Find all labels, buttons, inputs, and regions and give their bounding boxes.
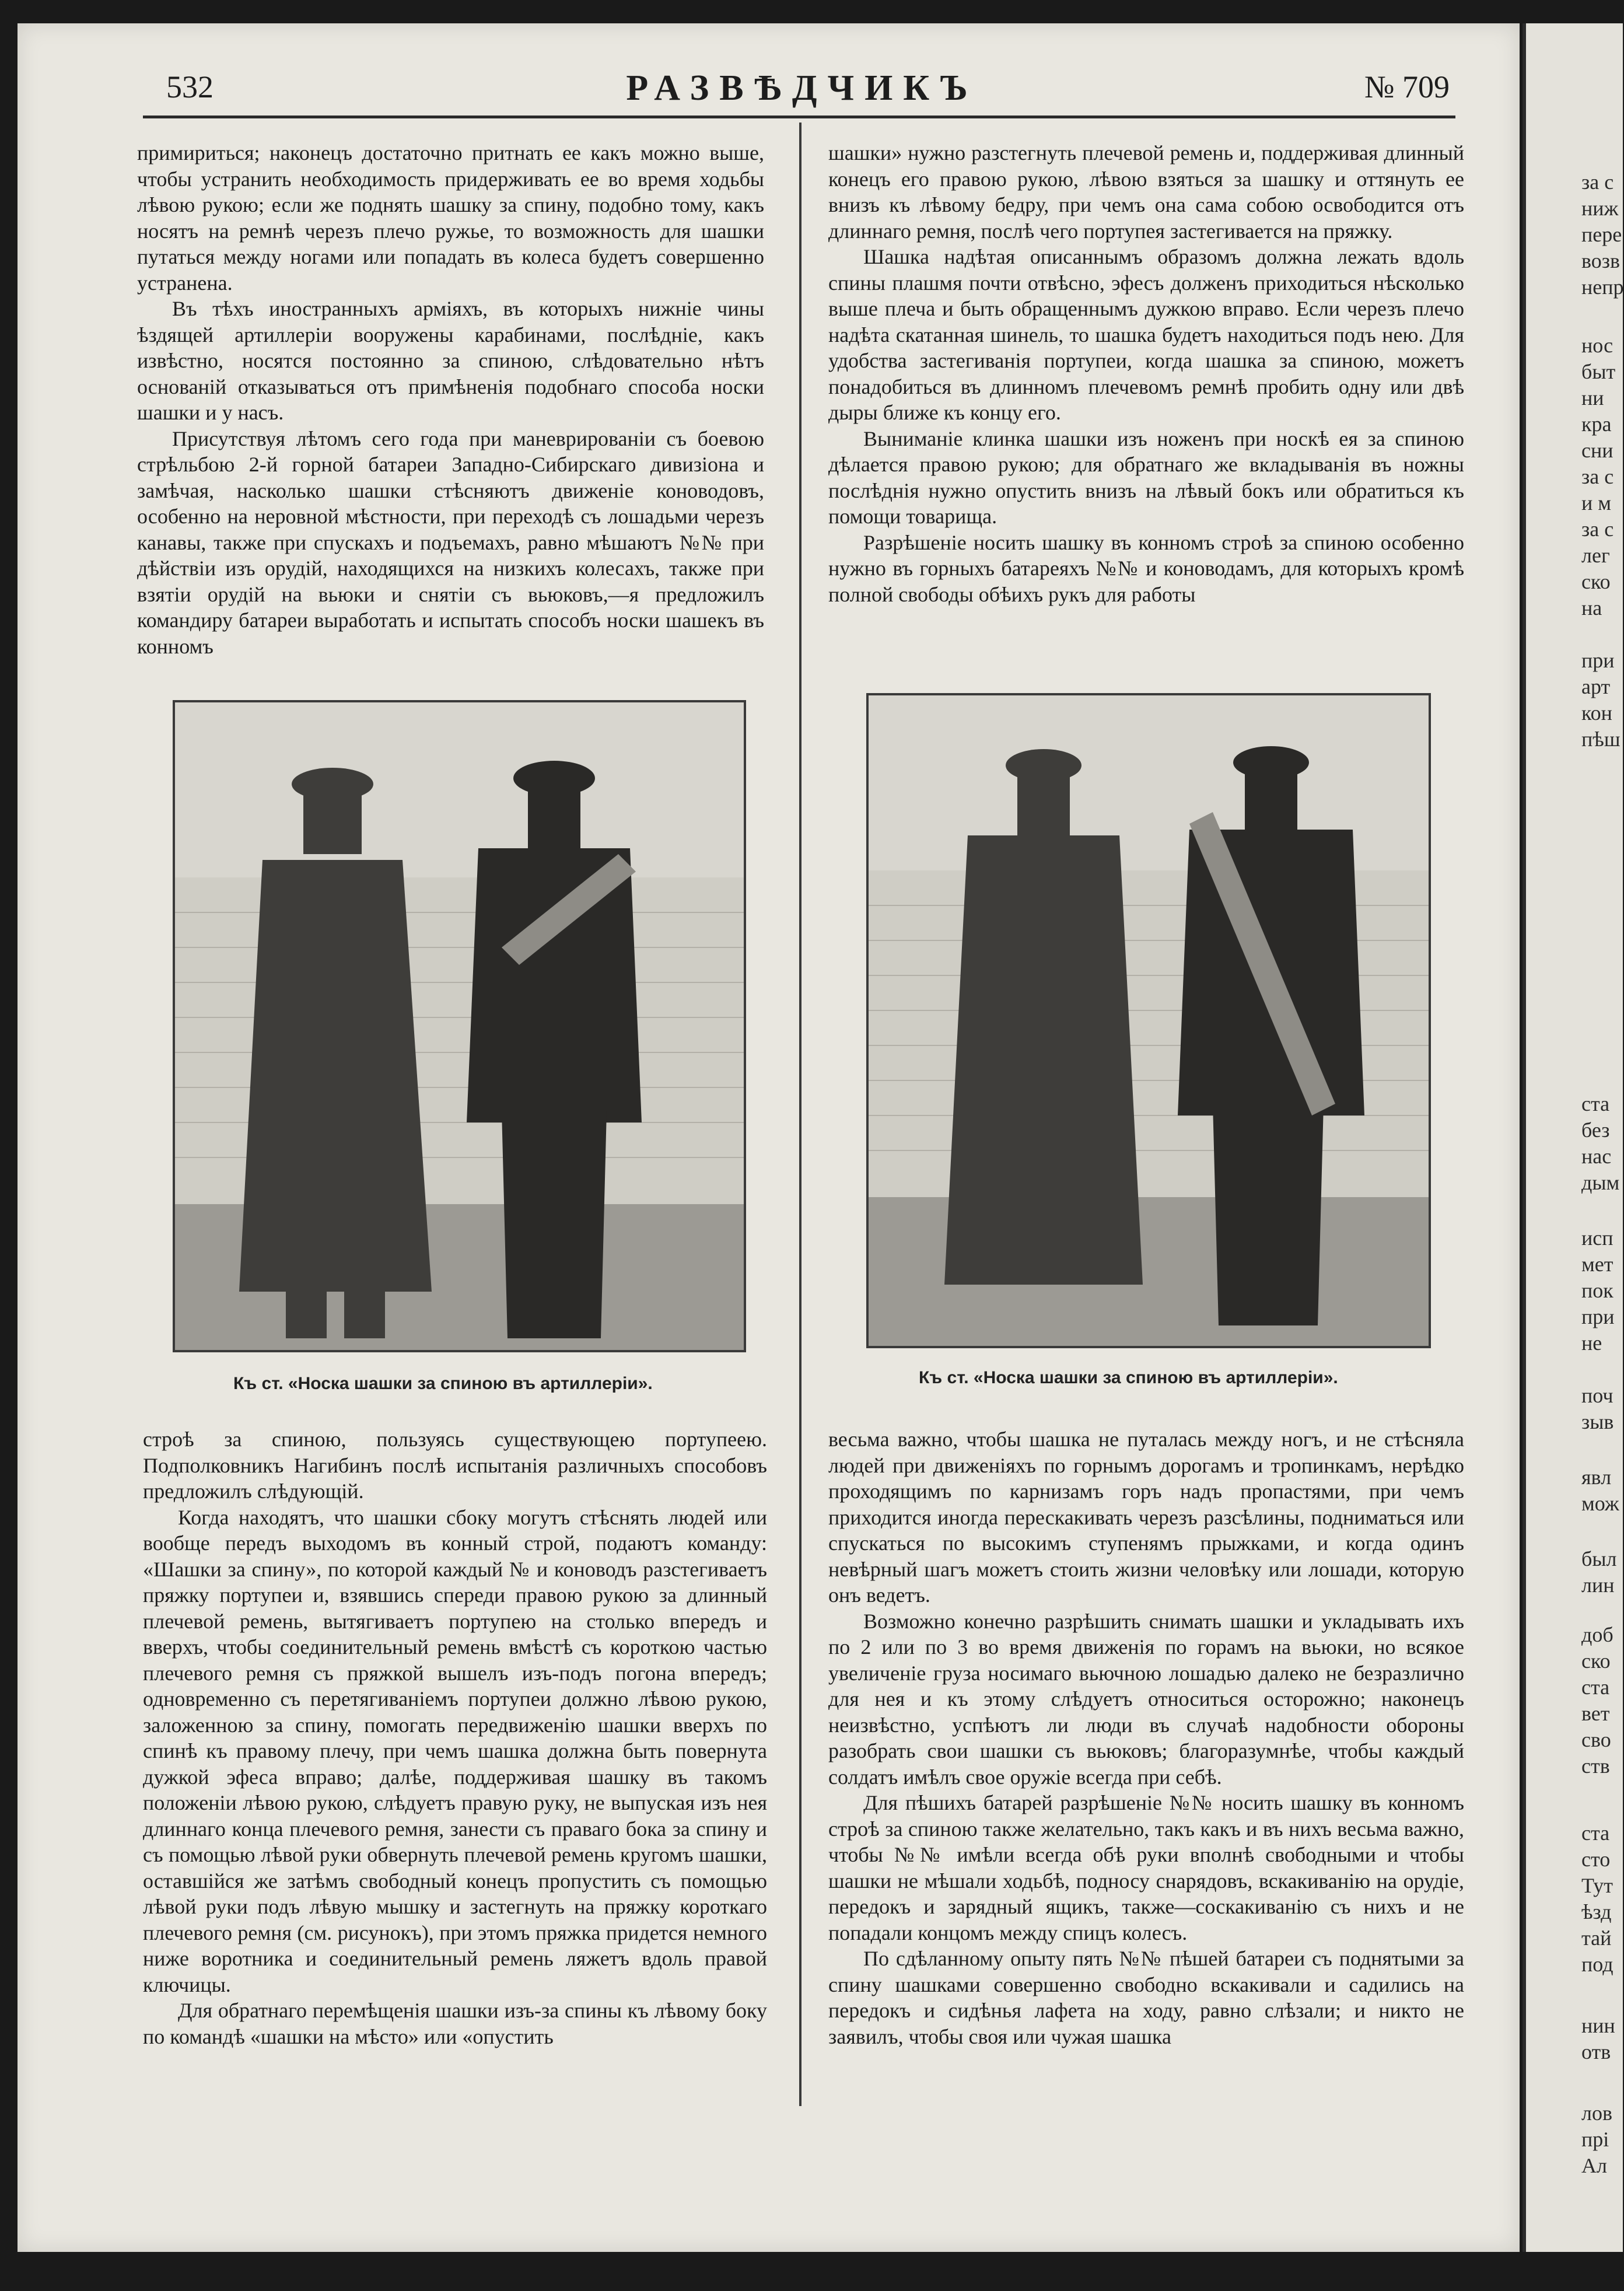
adjacent-page-fragment: пѣш xyxy=(1581,727,1620,751)
adjacent-page-fragment: лег xyxy=(1581,544,1610,567)
paragraph: По сдѣланному опыту пять №№ пѣшей батареи съ поднятыми за спину шашками совершенно свободно вскакивали и садились на передокъ и сидѣнья лафета на ходу, равно слѣзали; и никто не заявилъ, чтобы своя или чужая шашка xyxy=(828,1947,1464,2048)
adjacent-page-fragment: сво xyxy=(1581,1728,1611,1751)
adjacent-page-fragment: пок xyxy=(1581,1279,1614,1302)
paragraph: примириться; наконецъ достаточно притнать ее какъ можно выше, чтобы устранить необходимость придерживать ее во время ходьбы лѣвою рукою; если же поднять шашку за спину, подобно тому, какъ носятъ на ремнѣ черезъ плечо ружье, то возможность для шашки путаться между ногами или попадать въ колеса будетъ совершенно устранена. xyxy=(137,141,764,295)
adjacent-page-fragment: нос xyxy=(1581,334,1614,357)
adjacent-page-fragment: дым xyxy=(1581,1171,1620,1194)
adjacent-page-fragment: ниж xyxy=(1581,197,1619,220)
adjacent-page-fragment: явл xyxy=(1581,1465,1612,1489)
adjacent-page-fragment: и м xyxy=(1581,491,1612,515)
adjacent-page-fragment: за с xyxy=(1581,517,1614,541)
figure-caption-left: Къ ст. «Носка шашки за спиною въ артиллеріи». xyxy=(233,1374,653,1393)
paragraph: весьма важно, чтобы шашка не путалась между ногъ, и не стѣсняла людей при движеніяхъ по горнымъ дорогамъ и тропинкамъ, нерѣдко проходящимъ по карнизамъ горъ надъ пропастями, при чемъ приходится иногда перескакивать черезъ разсѣлины, подниматься или спускаться по высокимъ ступенямъ прыжками, и когда одинъ невѣрный шагъ можетъ стоить жизни человѣку или лошади, которую онъ ведетъ. xyxy=(828,1428,1464,1607)
paragraph: Шашка надѣтая описаннымъ образомъ должна лежать вдоль спины плашмя почти отвѣсно, эфесъ долженъ приходиться нѣсколько выше плеча и быть обращеннымъ дужкою вправо. Если черезъ плечо надѣта скатанная шинель, то шашка будетъ находиться подъ нею. Для удобства застегиванія портупеи, когда шашка за спиною, можетъ понадобиться въ длинномъ плечевомъ ремнѣ пробить одну или двѣ дыры ближе къ концу его. xyxy=(828,245,1464,424)
adjacent-page-fragment: под xyxy=(1581,1953,1614,1976)
paragraph: Когда находятъ, что шашки сбоку могутъ стѣснять людей или вообще передъ выходомъ въ конный строй, подаютъ команду: «Шашки за спину», по которой каждый № и коноводъ разстегиваетъ пряжку портупеи и, взявшись спереди правою рукою за длинный плечевой ремень, вытягиваетъ портупею на столько впередъ и вверхъ, чтобы соединительный ремень вмѣстѣ съ короткою частью плечевого ремня съ пряжкой вышелъ изъ-подъ погона впередъ; одновременно съ перетягиваніемъ портупеи должно лѣвою рукою, заложенною за спину, помогать передвиженію шашки вверхъ по спинѣ къ правому плечу, при чемъ шашка должна быть повернута дужкой эфеса вправо; далѣе, поддерживая шашку въ такомъ положеніи лѣвою рукою, слѣдуетъ правую руку, не выпуская изъ нея длиннаго конца плечевого ремня, занести съ праваго бока за спину и съ помощью лѣвой руки обвернуть плечевой ремень кругомъ шашки, оставшійся же затѣмъ свободный конецъ пропустить съ помощью лѣвой руки подъ лѣвую мышку и застегнуть на пряжку короткаго плечевого ремня (см. рисунокъ), при этомъ пряжка придется немного ниже воротника и соединительный ремень ляжетъ вдоль правой ключицы. xyxy=(143,1505,767,1996)
adjacent-page-fragment: арт xyxy=(1581,675,1611,698)
adjacent-page-fragment: мож xyxy=(1581,1492,1619,1515)
photo-soldiers-front xyxy=(173,700,746,1352)
adjacent-page-edge xyxy=(1522,23,1623,2252)
adjacent-page-fragment: Тут xyxy=(1581,1874,1613,1897)
adjacent-page-fragment: возв xyxy=(1581,249,1620,272)
left-column-top xyxy=(137,140,764,659)
paragraph: Выниманіе клинка шашки изъ ноженъ при носкѣ ея за спиною дѣлается правою рукою; для обратнаго же вкладыванія въ ножны послѣднія нужно опустить внизъ на лѣвый бокъ или обратиться къ помощи товарища. xyxy=(828,426,1464,528)
adjacent-page-fragment: доб xyxy=(1581,1623,1614,1646)
adjacent-page-fragment: тай xyxy=(1581,1926,1612,1950)
adjacent-page-fragment: прі xyxy=(1581,2128,1609,2151)
adjacent-page-fragment: зыв xyxy=(1581,1410,1614,1433)
adjacent-page-fragment: сни xyxy=(1581,439,1614,462)
adjacent-page-fragment: отв xyxy=(1581,2040,1611,2063)
adjacent-page-fragment: Ал xyxy=(1581,2154,1607,2177)
right-column-top xyxy=(828,140,1464,607)
adjacent-page-fragment: ско xyxy=(1581,570,1611,593)
adjacent-page-fragment: кра xyxy=(1581,412,1612,436)
adjacent-page-fragment: нас xyxy=(1581,1145,1612,1168)
adjacent-page-fragment: ста xyxy=(1581,1092,1610,1115)
paragraph: Разрѣшеніе носить шашку въ конномъ строѣ за спиною особенно нужно въ горныхъ батареяхъ №№ и коноводамъ, для которыхъ кромѣ полной свободы обѣихъ рукъ для работы xyxy=(828,530,1464,606)
paragraph: Присутствуя лѣтомъ сего года при маневрированіи съ боевою стрѣльбою 2-й горной батареи Западно-Сибирскаго дивизіона и замѣчая, насколько шашки стѣсняютъ движеніе коноводовъ, особенно на неровной мѣстности, при переходѣ съ лошадьми черезъ канавы, также при спускахъ и подъемахъ, равно мѣшаютъ №№ при дѣйствіи изъ орудій, находящихся на низкихъ колесахъ, также при взятіи орудій на вьюки и снятіи съ вьюковъ,—я предложилъ командиру батареи выработать и испытать способъ носки шашекъ въ конномъ xyxy=(137,426,764,658)
paragraph: шашки» нужно разстегнуть плечевой ремень и, поддерживая длинный конецъ его правою рукою, лѣвою взяться за шашку и оттянуть ее внизъ къ лѣвому бедру, при чемъ она сама собою освободится отъ длиннаго ремня, послѣ чего портупея застегивается на пряжку. xyxy=(828,141,1464,243)
paragraph: Для обратнаго перемѣщенія шашки изъ-за спины къ лѣвому боку по командѣ «шашки на мѣсто» или «опустить xyxy=(143,1999,767,2048)
adjacent-page-fragment: вет xyxy=(1581,1702,1610,1725)
paragraph: Возможно конечно разрѣшить снимать шашки и укладывать ихъ по 2 или по 3 во время движенія по горамъ на вьюки, но всякое увеличеніе груза носимаго вьючною лошадью далеко не безразлично для нея и къ этому слѣдуетъ относиться осторожно; наконецъ неизвѣстно, успѣютъ ли люди въ случаѣ надобности обороны разобрать свои шашки съ вьюковъ; благоразумнѣе, чтобы каждый солдатъ имѣлъ свое оружіе всегда при себѣ. xyxy=(828,1609,1464,1789)
adjacent-page-fragment: нин xyxy=(1581,2014,1615,2037)
adjacent-page-fragment: лин xyxy=(1581,1573,1615,1597)
adjacent-page-fragment: при xyxy=(1581,1305,1615,1328)
adjacent-page-fragment: ѣзд xyxy=(1581,1900,1612,1923)
paragraph: строѣ за спиною, пользуясь существующею портупеею. Подполковникъ Нагибинъ послѣ испытанія различныхъ способовъ предложилъ слѣдующій. xyxy=(143,1428,767,1503)
column-divider xyxy=(799,123,802,2106)
page-number: 532 xyxy=(166,69,214,104)
figure-caption-right: Къ ст. «Носка шашки за спиною въ артиллеріи». xyxy=(919,1368,1338,1387)
left-column-bottom xyxy=(143,1426,767,2049)
adjacent-page-fragment: не xyxy=(1581,1331,1602,1355)
adjacent-page-fragment: поч xyxy=(1581,1384,1614,1407)
adjacent-page-fragment: на xyxy=(1581,596,1602,620)
page-header xyxy=(149,64,1455,111)
adjacent-page-fragment: мет xyxy=(1581,1253,1614,1276)
adjacent-page-fragment: ско xyxy=(1581,1649,1611,1673)
adjacent-page-fragment: ств xyxy=(1581,1754,1610,1778)
journal-title: РАЗВѢДЧИКЪ xyxy=(626,68,978,108)
adjacent-page-fragment: ста xyxy=(1581,1676,1610,1699)
adjacent-page-fragment: при xyxy=(1581,649,1615,672)
adjacent-page-fragment: исп xyxy=(1581,1226,1614,1250)
paragraph: Для пѣшихъ батарей разрѣшеніе №№ носить шашку въ конномъ строѣ за спиною также желательно, такъ какъ и въ нихъ весьма важно, чтобы №№ имѣли всегда обѣ руки вполнѣ свободными и чтобы шашки не мѣшали ходьбѣ, подносу снарядовъ, вскакиванію на орудіе, передокъ и зарядный ящикъ, также—соскакиванію съ нихъ и не попадали концомъ между спицъ колесъ. xyxy=(828,1791,1464,1944)
right-column-bottom xyxy=(828,1426,1464,2049)
adjacent-page-fragment: лов xyxy=(1581,2101,1612,2125)
photo-soldiers-back xyxy=(866,693,1431,1348)
adjacent-page-fragment: ни xyxy=(1581,386,1604,410)
adjacent-page-fragment: ста xyxy=(1581,1821,1610,1845)
adjacent-page-fragment: пере xyxy=(1581,223,1622,246)
issue-number: № 709 xyxy=(1364,69,1450,104)
header-rule xyxy=(143,116,1455,118)
adjacent-page-fragment: быт xyxy=(1581,360,1616,383)
adjacent-page-fragment: был xyxy=(1581,1547,1617,1571)
adjacent-page-fragment: кон xyxy=(1581,701,1612,725)
adjacent-page-fragment: непр xyxy=(1581,275,1624,299)
adjacent-page-fragment: сто xyxy=(1581,1848,1611,1871)
adjacent-page-fragment: за с xyxy=(1581,170,1614,194)
adjacent-page-fragment: без xyxy=(1581,1118,1610,1142)
adjacent-page-fragment: за с xyxy=(1581,465,1614,488)
paragraph: Въ тѣхъ иностранныхъ арміяхъ, въ которыхъ нижніе чины ѣздящей артиллеріи вооружены карабинами, послѣдніе, какъ извѣстно, носятся постоянно за спиною, слѣдовательно нѣтъ основаній отказываться отъ примѣненія подобнаго способа носки шашки и у насъ. xyxy=(137,297,764,424)
